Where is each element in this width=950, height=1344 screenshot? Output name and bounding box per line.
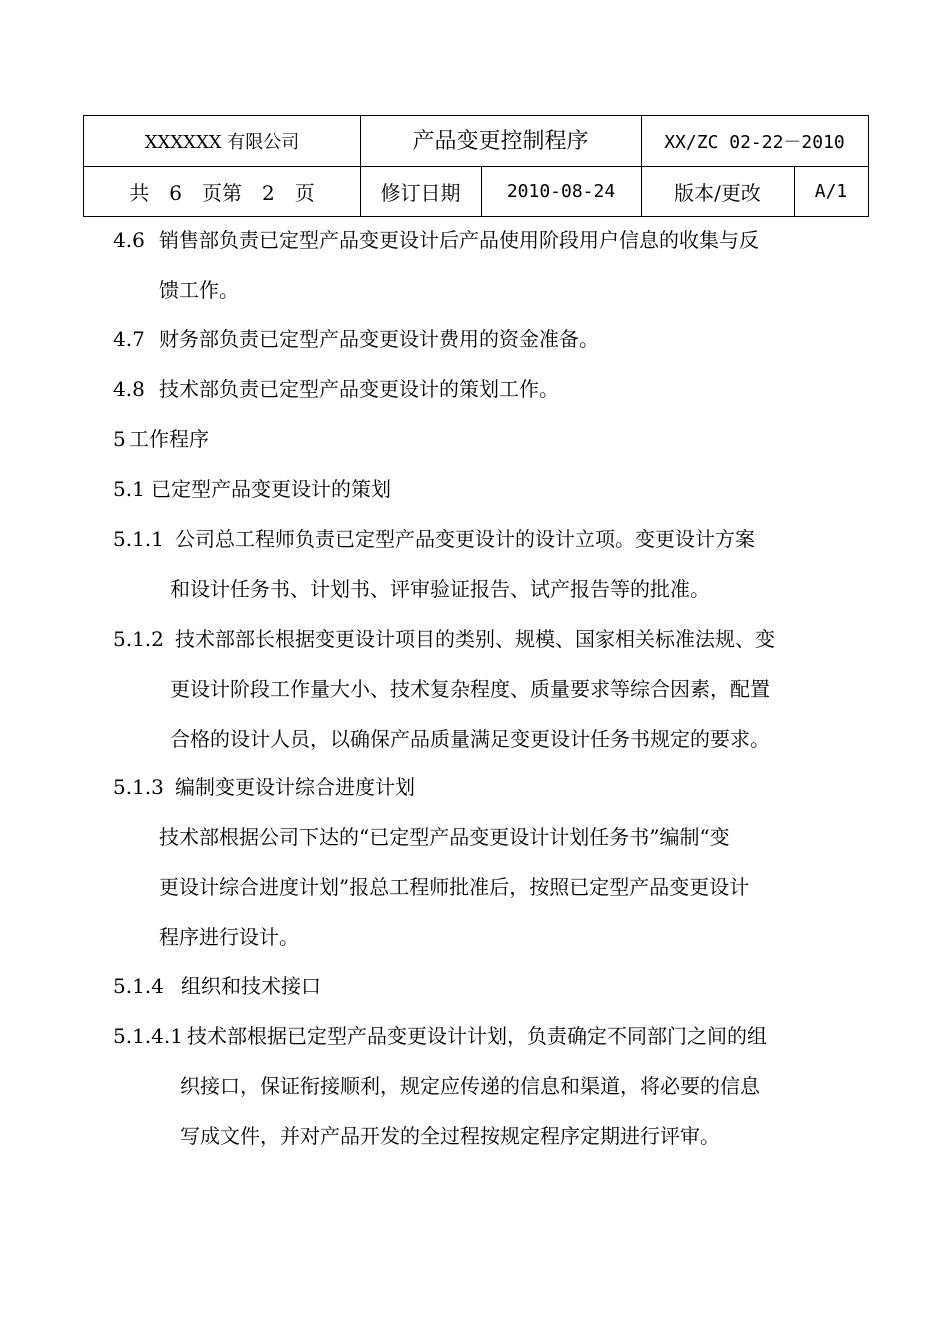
section-line — [113, 527, 755, 551]
section-number: 4.8 — [113, 377, 145, 401]
section-text: 编制变更设计综合进度计划 — [175, 775, 415, 799]
section-number: 5.1.2 — [113, 627, 164, 651]
revision-date: 2010-08-24 — [506, 180, 616, 202]
section-text: 馈工作。 — [159, 278, 239, 302]
section-line — [159, 278, 239, 302]
section-line — [180, 1074, 760, 1098]
section-text: 公司总工程师负责已定型产品变更设计的设计立项。变更设计方案 — [175, 527, 755, 551]
company-name: XXXXXX 有限公司 — [144, 132, 300, 153]
section-text: 织接口，保证衔接顺利，规定应传递的信息和渠道，将必要的信息 — [180, 1074, 760, 1098]
section-line — [113, 627, 775, 651]
document-header-table — [83, 115, 869, 217]
page-info: 共 6 页第 2 页 — [129, 180, 315, 205]
section-text: 技术部部长根据变更设计项目的类别、规模、国家相关标准法规、变 — [175, 627, 775, 651]
section-text: 程序进行设计。 — [159, 925, 299, 949]
section-text: 技术部根据已定型产品变更设计计划，负责确定不同部门之间的组 — [187, 1024, 767, 1048]
section-text: 技术部负责已定型产品变更设计的策划工作。 — [159, 377, 559, 401]
section-number: 5 — [113, 427, 126, 451]
section-number: 5.1.1 — [113, 527, 164, 551]
section-text: 更设计阶段工作量大小、技术复杂程度、质量要求等综合因素，配置 — [170, 677, 770, 701]
section-text: 写成文件，并对产品开发的全过程按规定程序定期进行评审。 — [180, 1124, 720, 1148]
section-text: 合格的设计人员，以确保产品质量满足变更设计任务书规定的要求。 — [170, 727, 770, 751]
section-line — [113, 1024, 767, 1048]
section-text: 已定型产品变更设计的策划 — [151, 477, 391, 501]
section-line — [180, 1124, 720, 1148]
section-number: 5.1.4.1 — [113, 1024, 183, 1048]
section-text: 和设计任务书、计划书、评审验证报告、试产报告等的批准。 — [170, 577, 710, 601]
section-line — [113, 228, 759, 252]
section-number: 4.6 — [113, 228, 145, 252]
revision-date-label: 修订日期 — [380, 180, 461, 205]
section-heading — [113, 974, 321, 998]
version-value: A/1 — [814, 180, 848, 202]
section-number: 5.1 — [113, 477, 145, 501]
section-text: 技术部根据公司下达的“已定型产品变更设计计划任务书”编制“变 — [159, 825, 730, 849]
section-line — [170, 577, 710, 601]
section-number: 5.1.4 — [113, 974, 164, 998]
section-heading — [113, 427, 209, 451]
section-number: 4.7 — [113, 327, 145, 351]
section-line — [170, 727, 770, 751]
section-line — [159, 925, 299, 949]
section-text: 财务部负责已定型产品变更设计费用的资金准备。 — [159, 327, 599, 351]
section-text: 组织和技术接口 — [181, 974, 321, 998]
section-line — [159, 875, 749, 899]
document-title: 产品变更控制程序 — [412, 128, 589, 154]
section-line — [159, 825, 730, 849]
section-text: 销售部负责已定型产品变更设计后产品使用阶段用户信息的收集与反 — [159, 228, 759, 252]
section-line — [113, 377, 559, 401]
section-line — [113, 775, 415, 799]
section-heading — [113, 477, 391, 501]
section-text: 工作程序 — [129, 427, 209, 451]
section-number: 5.1.3 — [113, 775, 164, 799]
version-label: 版本/更改 — [674, 180, 761, 205]
document-code: XX/ZC 02-22－2010 — [664, 132, 845, 153]
section-text: 更设计综合进度计划”报总工程师批准后，按照已定型产品变更设计 — [159, 875, 750, 899]
section-line — [170, 677, 770, 701]
section-line — [113, 327, 599, 351]
